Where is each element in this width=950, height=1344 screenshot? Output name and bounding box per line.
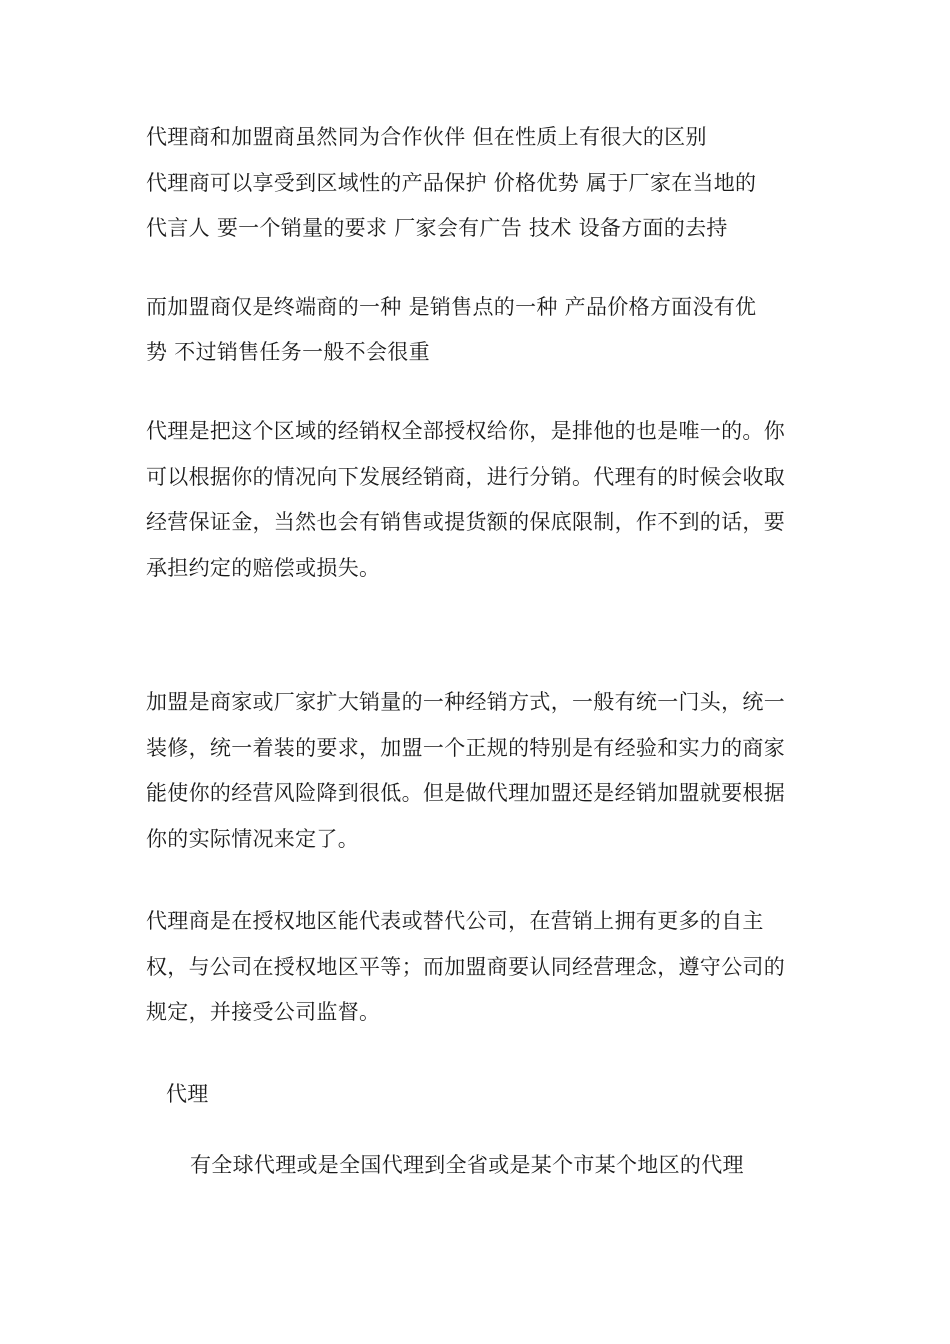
text-line: 代理商和加盟商虽然同为合作伙伴 但在性质上有很大的区别 <box>146 125 707 149</box>
text-line: 代言人 要一个销量的要求 厂家会有广告 技术 设备方面的去持 <box>146 216 728 240</box>
text-line: 承担约定的赔偿或损失。 <box>146 555 381 580</box>
paragraph-agency-definition <box>146 409 816 591</box>
text-line: 代理商是在授权地区能代表或替代公司，在营销上拥有更多的自主 <box>146 909 764 933</box>
text-line: 你的实际情况来定了。 <box>146 826 359 851</box>
text-line: 可以根据你的情况向下发展经销商，进行分销。代理有的时候会收取 <box>146 464 785 489</box>
text-line: 势 不过销售任务一般不会很重 <box>146 340 430 364</box>
text-line: 而加盟商仅是终端商的一种 是销售点的一种 产品价格方面没有优 <box>146 295 757 319</box>
text-line: 装修，统一着装的要求，加盟一个正规的特别是有经验和实力的商家 <box>146 735 785 760</box>
paragraph-franchise-definition <box>146 680 816 862</box>
paragraph-agency-levels: 有全球代理或是全国代理到全省或是某个市某个地区的代理 <box>190 1153 744 1177</box>
text-line: 权，与公司在授权地区平等；而加盟商要认同经营理念，遵守公司的 <box>146 954 785 979</box>
text-line: 规定，并接受公司监督。 <box>146 1000 381 1024</box>
text-line: 能使你的经营风险降到很低。但是做代理加盟还是经销加盟就要根据 <box>146 781 785 805</box>
paragraph-franchisee-description <box>146 285 816 375</box>
text-line: 加盟是商家或厂家扩大销量的一种经销方式，一般有统一门头，统一 <box>146 690 785 714</box>
text-line: 代理是把这个区域的经销权全部授权给你，是排他的也是唯一的。你 <box>146 419 785 443</box>
paragraph-agent-vs-franchise-intro <box>146 115 816 252</box>
paragraph-rights-comparison <box>146 899 816 1036</box>
section-heading-agency: 代理 <box>166 1082 209 1106</box>
text-line: 经营保证金，当然也会有销售或提货额的保底限制，作不到的话，要 <box>146 510 785 534</box>
text-line: 代理商可以享受到区域性的产品保护 价格优势 属于厂家在当地的 <box>146 170 757 195</box>
